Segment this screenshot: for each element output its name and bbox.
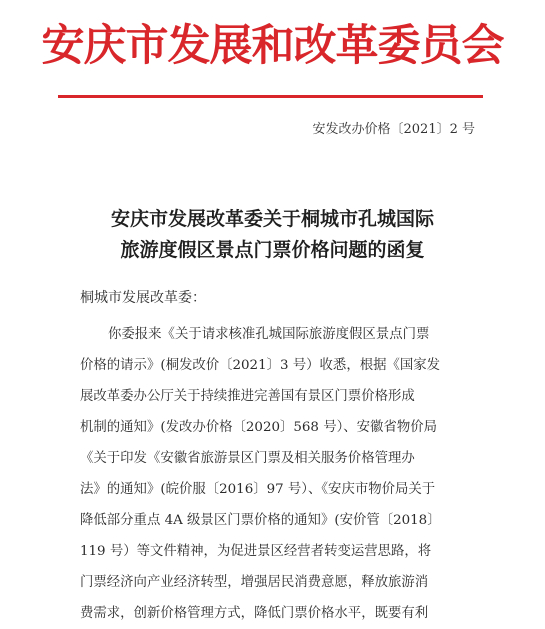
body-line: 费需求，创新价格管理方式，降低门票价格水平，既要有利	[80, 606, 429, 621]
body-line: 119 号）等文件精神，为促进景区经营者转变运营思路，将	[80, 544, 432, 559]
red-header-rule	[58, 95, 483, 98]
body-line: 《关于印发《安徽省旅游景区门票及相关服务价格管理办	[80, 451, 415, 466]
body-line: 门票经济向产业经济转型，增强居民消费意愿，释放旅游消	[80, 575, 429, 590]
document-body	[80, 319, 480, 629]
document-title-line-1: 安庆市发展改革委关于桐城市孔城国际	[110, 208, 434, 230]
body-line: 展改革委办公厅关于持续推进完善国有景区门票价格形成	[80, 389, 415, 404]
issuing-organization-header: 安庆市发展和改革委员会	[41, 21, 504, 71]
body-line: 降低部分重点 4A 级景区门票价格的通知》(安价管〔2018〕	[80, 513, 441, 528]
body-line: 法》的通知》(皖价服〔2016〕97 号）、《安庆市物价局关于	[80, 482, 436, 497]
body-line: 你委报来《关于请求核准孔城国际旅游度假区景点门票	[108, 327, 430, 342]
document-title-line-2: 旅游度假区景点门票价格问题的函复	[120, 239, 425, 261]
document-number: 安发改办价格〔2021〕2 号	[312, 122, 475, 137]
document-title	[0, 204, 545, 266]
salutation: 桐城市发展改革委：	[80, 290, 206, 306]
body-line: 价格的请示》(桐发改价〔2021〕3 号）收悉，根据《国家发	[80, 358, 441, 373]
body-line: 机制的通知》(发改办价格〔2020〕568 号）、安徽省物价局	[80, 420, 438, 435]
